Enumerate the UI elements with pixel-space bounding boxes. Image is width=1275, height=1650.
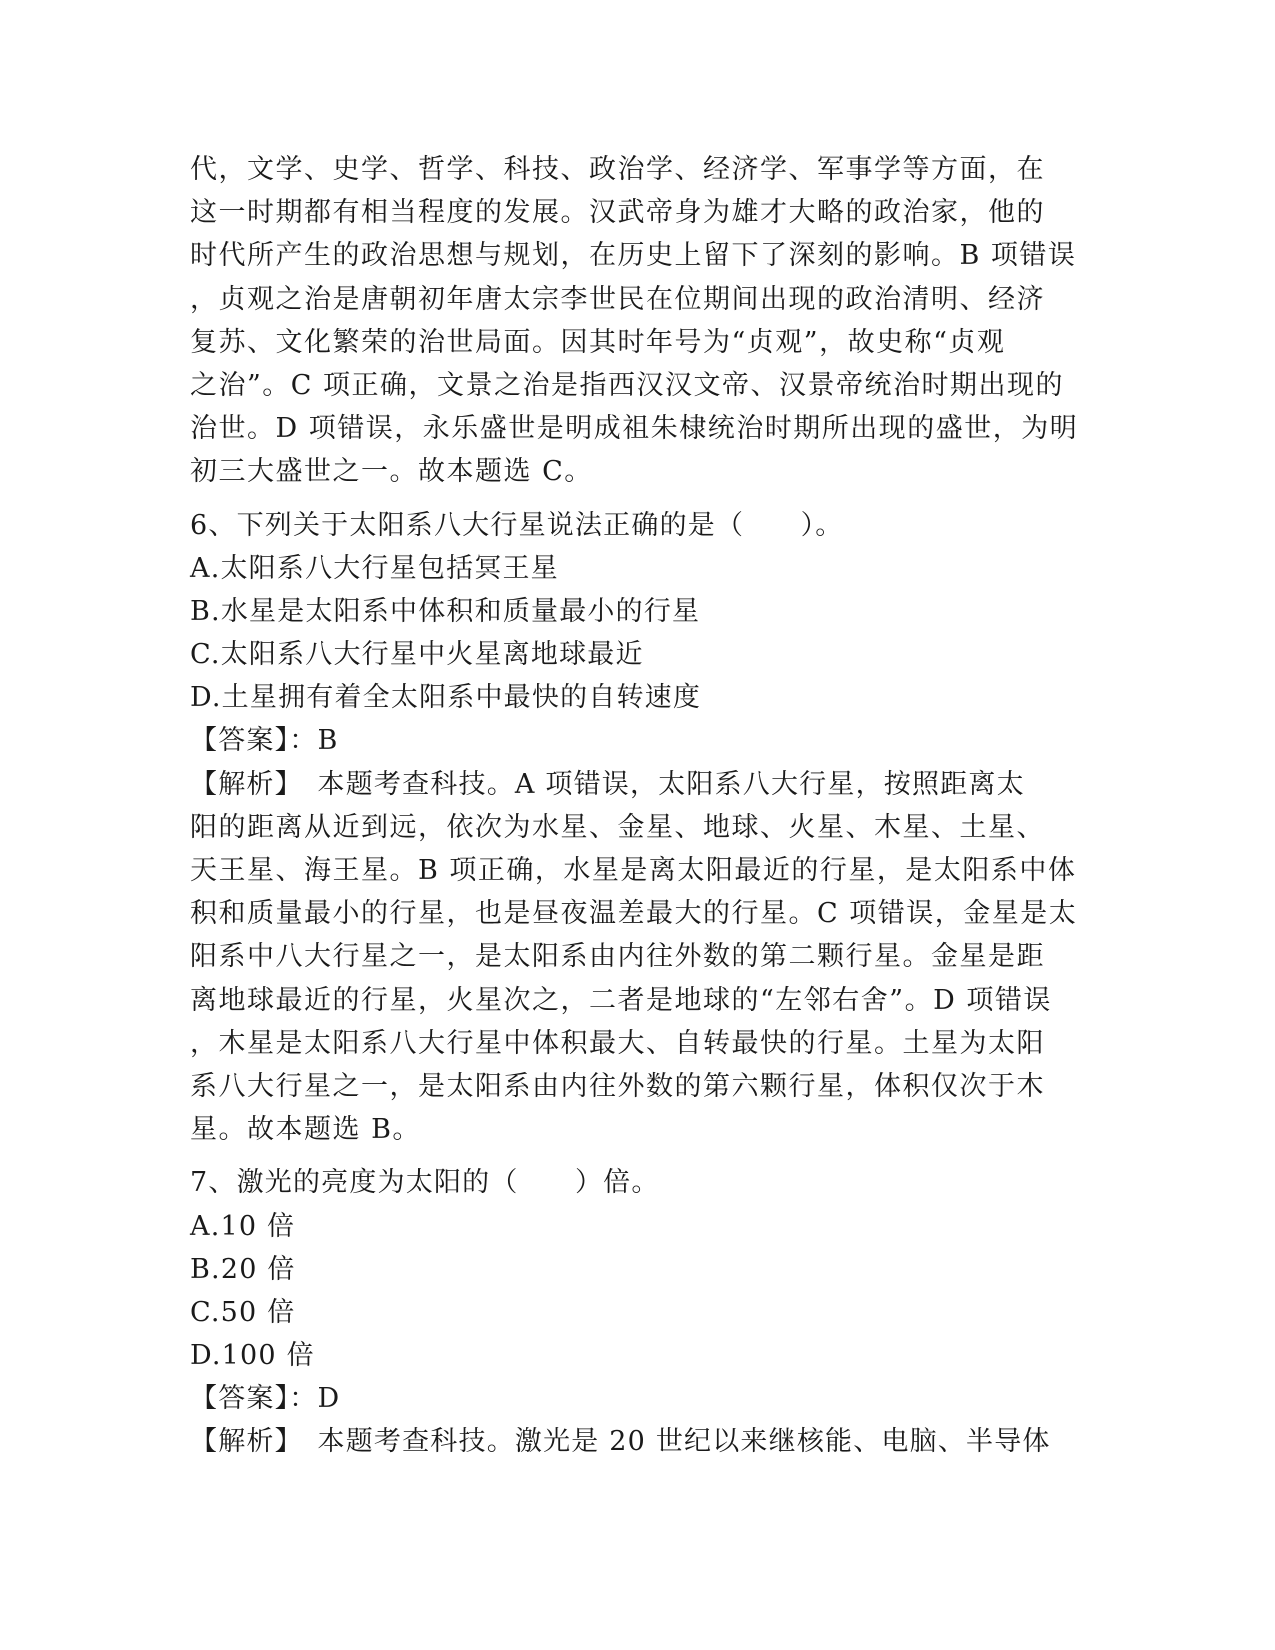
option-c: C.太阳系八大行星中火星离地球最近	[190, 639, 644, 671]
analysis-line: 阳系中八大行星之一，是太阳系由内往外数的第二颗行星。金星是距	[190, 941, 1045, 973]
analysis-line: 这一时期都有相当程度的发展。汉武帝身为雄才大略的政治家，他的	[190, 197, 1045, 229]
analysis-line: ，贞观之治是唐朝初年唐太宗李世民在位期间出现的政治清明、经济	[190, 283, 1045, 315]
prev-question-analysis	[190, 148, 1090, 494]
document-page	[190, 148, 1090, 1464]
question-stem: 7、激光的亮度为太阳的（ ）倍。	[190, 1167, 660, 1199]
option-a: A.太阳系八大行星包括冥王星	[190, 552, 559, 584]
option-a: A.10 倍	[190, 1210, 296, 1242]
option-d: D.100 倍	[190, 1340, 315, 1372]
analysis-line: 【解析】 本题考查科技。A 项错误，太阳系八大行星，按照距离太	[190, 768, 1025, 800]
analysis-line: ，木星是太阳系八大行星中体积最大、自转最快的行星。土星为太阳	[190, 1027, 1045, 1059]
answer-line: 【答案】：D	[190, 1383, 341, 1415]
question-7	[190, 1161, 1090, 1463]
answer-line: 【答案】：B	[190, 725, 339, 757]
analysis-line: 代，文学、史学、哲学、科技、政治学、经济学、军事学等方面，在	[190, 154, 1045, 185]
analysis-line: 离地球最近的行星，火星次之，二者是地球的“左邻右舍”。D 项错误	[190, 984, 1052, 1016]
question-stem: 6、下列关于太阳系八大行星说法正确的是（ ）。	[190, 509, 844, 541]
analysis-line: 之治”。C 项正确，文景之治是指西汉汉文帝、汉景帝统治时期出现的	[190, 369, 1065, 401]
analysis-line: 系八大行星之一，是太阳系由内往外数的第六颗行星，体积仅次于木	[190, 1070, 1045, 1102]
analysis-line: 复苏、文化繁荣的治世局面。因其时年号为“贞观”，故史称“贞观	[190, 326, 1006, 358]
option-b: B.20 倍	[190, 1253, 296, 1285]
analysis-line: 天王星、海王星。B 项正确，水星是离太阳最近的行星，是太阳系中体	[190, 855, 1077, 886]
analysis-line: 治世。D 项错误，永乐盛世是明成祖朱棣统治时期所出现的盛世，为明	[190, 413, 1079, 445]
option-b: B.水星是太阳系中体积和质量最小的行星	[190, 595, 701, 627]
question-6	[190, 504, 1090, 1152]
option-c: C.50 倍	[190, 1296, 296, 1328]
analysis-line: 初三大盛世之一。故本题选 C。	[190, 456, 593, 488]
analysis-line: 【解析】 本题考查科技。激光是 20 世纪以来继核能、电脑、半导体	[190, 1426, 1051, 1458]
analysis-line: 时代所产生的政治思想与规划，在历史上留下了深刻的影响。B 项错误	[190, 240, 1077, 272]
analysis-line: 阳的距离从近到远，依次为水星、金星、地球、火星、木星、土星、	[190, 811, 1045, 843]
analysis-line: 积和质量最小的行星，也是昼夜温差最大的行星。C 项错误，金星是太	[190, 898, 1078, 930]
option-d: D.土星拥有着全太阳系中最快的自转速度	[190, 682, 702, 714]
analysis-line: 星。故本题选 B。	[190, 1114, 421, 1146]
